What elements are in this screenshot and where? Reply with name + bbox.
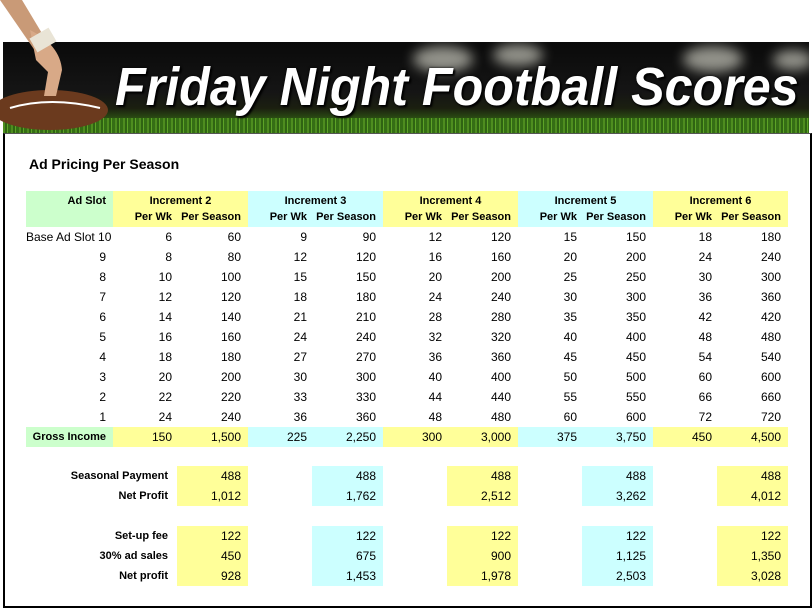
table-cell: 200: [490, 270, 511, 284]
table-cell: 400: [490, 370, 511, 384]
table-cell: 280: [490, 310, 511, 324]
ad-slot-label: 6: [99, 310, 106, 324]
table-cell: 240: [490, 290, 511, 304]
summary-cell: 3,262: [582, 486, 653, 506]
table-cell: 150: [355, 270, 376, 284]
summary-cell: 488: [447, 466, 518, 486]
summary-cell: 122: [582, 526, 653, 546]
ad-slot-label: 7: [99, 290, 106, 304]
table-cell: 20: [158, 370, 172, 384]
table-cell: 30: [698, 270, 712, 284]
summary-cell: 4,012: [717, 486, 788, 506]
banner-title: Friday Night Football Scores: [115, 57, 799, 117]
table-cell: 54: [698, 350, 712, 364]
table-cell: 22: [158, 390, 172, 404]
increment-header: Increment 5: [518, 191, 653, 211]
summary-cell: 1,762: [312, 486, 383, 506]
table-cell: 80: [227, 250, 241, 264]
gross-income-cell: 300: [383, 427, 449, 447]
table-cell: 14: [158, 310, 172, 324]
table-cell: 200: [220, 370, 241, 384]
table-cell: 20: [428, 270, 442, 284]
per-season-header: Per Season: [719, 207, 788, 227]
table-cell: 10: [158, 270, 172, 284]
table-cell: 40: [428, 370, 442, 384]
table-cell: 600: [625, 410, 646, 424]
gross-income-cell: 450: [653, 427, 719, 447]
per-wk-header: Per Wk: [518, 207, 584, 227]
per-wk-header: Per Wk: [248, 207, 314, 227]
table-cell: 12: [428, 230, 442, 244]
table-cell: 9: [300, 230, 307, 244]
table-cell: 350: [625, 310, 646, 324]
table-cell: 500: [625, 370, 646, 384]
summary-cell: 3,028: [717, 566, 788, 586]
per-season-header: Per Season: [179, 207, 248, 227]
table-cell: 20: [563, 250, 577, 264]
ad-slot-label: 8: [99, 270, 106, 284]
table-cell: 60: [698, 370, 712, 384]
table-cell: 300: [355, 370, 376, 384]
table-cell: 16: [428, 250, 442, 264]
summary-cell: 488: [582, 466, 653, 486]
table-cell: 140: [220, 310, 241, 324]
summary-label: Net profit: [119, 570, 168, 582]
table-cell: 600: [760, 370, 781, 384]
table-cell: 660: [760, 390, 781, 404]
table-cell: 100: [220, 270, 241, 284]
summary-cell: 488: [177, 466, 248, 486]
summary-cell: 122: [447, 526, 518, 546]
table-cell: 120: [220, 290, 241, 304]
gross-income-cell: 375: [518, 427, 584, 447]
per-season-header: Per Season: [449, 207, 518, 227]
table-cell: 180: [760, 230, 781, 244]
ad-slot-label: Base Ad Slot 10: [26, 230, 112, 244]
header-ad-slot: Ad Slot: [26, 191, 113, 211]
table-cell: 48: [428, 410, 442, 424]
table-cell: 450: [625, 350, 646, 364]
per-wk-header: Per Wk: [653, 207, 719, 227]
table-cell: 35: [563, 310, 577, 324]
header-ad-slot-fill: [26, 207, 113, 227]
per-wk-header: Per Wk: [383, 207, 449, 227]
table-cell: 12: [158, 290, 172, 304]
per-season-header: Per Season: [314, 207, 383, 227]
ad-slot-label: 1: [99, 410, 106, 424]
summary-label: Net Profit: [118, 490, 168, 502]
table-cell: 550: [625, 390, 646, 404]
table-cell: 27: [293, 350, 307, 364]
gross-income-cell: 1,500: [179, 427, 248, 447]
gross-income-label: Gross Income: [26, 427, 113, 447]
gross-income-cell: 3,000: [449, 427, 518, 447]
table-cell: 220: [220, 390, 241, 404]
gross-income-cell: 2,250: [314, 427, 383, 447]
table-cell: 66: [698, 390, 712, 404]
table-cell: 270: [355, 350, 376, 364]
table-cell: 400: [625, 330, 646, 344]
summary-cell: 122: [717, 526, 788, 546]
summary-cell: 2,503: [582, 566, 653, 586]
ad-slot-label: 9: [99, 250, 106, 264]
ad-slot-label: 5: [99, 330, 106, 344]
summary-cell: 488: [717, 466, 788, 486]
table-cell: 40: [563, 330, 577, 344]
table-cell: 440: [490, 390, 511, 404]
per-season-header: Per Season: [584, 207, 653, 227]
ad-slot-label: 4: [99, 350, 106, 364]
table-cell: 33: [293, 390, 307, 404]
table-cell: 200: [625, 250, 646, 264]
table-cell: 8: [165, 250, 172, 264]
summary-cell: 1,350: [717, 546, 788, 566]
gross-income-cell: 4,500: [719, 427, 788, 447]
gross-income-cell: 150: [113, 427, 179, 447]
table-cell: 180: [220, 350, 241, 364]
table-cell: 16: [158, 330, 172, 344]
table-cell: 24: [158, 410, 172, 424]
summary-cell: 900: [447, 546, 518, 566]
table-cell: 480: [760, 330, 781, 344]
table-cell: 15: [293, 270, 307, 284]
increment-header: Increment 4: [383, 191, 518, 211]
football-hand-icon: [0, 0, 120, 134]
table-cell: 90: [362, 230, 376, 244]
table-cell: 720: [760, 410, 781, 424]
gross-income-cell: 225: [248, 427, 314, 447]
table-cell: 240: [220, 410, 241, 424]
table-cell: 360: [355, 410, 376, 424]
table-cell: 72: [698, 410, 712, 424]
summary-label: Set-up fee: [114, 530, 168, 542]
table-cell: 24: [698, 250, 712, 264]
table-cell: 24: [293, 330, 307, 344]
table-cell: 12: [293, 250, 307, 264]
table-cell: 32: [428, 330, 442, 344]
table-cell: 55: [563, 390, 577, 404]
table-cell: 36: [428, 350, 442, 364]
table-cell: 18: [293, 290, 307, 304]
table-cell: 210: [355, 310, 376, 324]
table-cell: 60: [563, 410, 577, 424]
summary-cell: 450: [177, 546, 248, 566]
summary-label: Seasonal Payment: [70, 470, 168, 482]
sheet-heading: Ad Pricing Per Season: [29, 156, 180, 172]
summary-label: 30% ad sales: [99, 550, 168, 562]
table-cell: 360: [760, 290, 781, 304]
increment-header: Increment 3: [248, 191, 383, 211]
table-cell: 120: [355, 250, 376, 264]
table-cell: 24: [428, 290, 442, 304]
table-cell: 6: [165, 230, 172, 244]
table-cell: 320: [490, 330, 511, 344]
summary-cell: 1,453: [312, 566, 383, 586]
table-cell: 240: [355, 330, 376, 344]
banner: [3, 42, 809, 134]
table-cell: 300: [760, 270, 781, 284]
summary-cell: 928: [177, 566, 248, 586]
table-cell: 60: [227, 230, 241, 244]
table-cell: 36: [293, 410, 307, 424]
table-cell: 21: [293, 310, 307, 324]
table-cell: 240: [760, 250, 781, 264]
gross-income-cell: 3,750: [584, 427, 653, 447]
summary-cell: 1,978: [447, 566, 518, 586]
table-cell: 160: [220, 330, 241, 344]
table-cell: 330: [355, 390, 376, 404]
per-wk-header: Per Wk: [113, 207, 179, 227]
increment-header: Increment 6: [653, 191, 788, 211]
ad-slot-label: 3: [99, 370, 106, 384]
increment-header: Increment 2: [113, 191, 248, 211]
table-cell: 420: [760, 310, 781, 324]
summary-cell: 675: [312, 546, 383, 566]
table-cell: 30: [293, 370, 307, 384]
table-cell: 150: [625, 230, 646, 244]
table-cell: 480: [490, 410, 511, 424]
table-cell: 18: [698, 230, 712, 244]
table-cell: 36: [698, 290, 712, 304]
table-cell: 360: [490, 350, 511, 364]
table-cell: 300: [625, 290, 646, 304]
table-cell: 250: [625, 270, 646, 284]
table-cell: 120: [490, 230, 511, 244]
table-cell: 540: [760, 350, 781, 364]
table-cell: 180: [355, 290, 376, 304]
table-cell: 30: [563, 290, 577, 304]
table-cell: 18: [158, 350, 172, 364]
summary-cell: 488: [312, 466, 383, 486]
summary-cell: 122: [312, 526, 383, 546]
table-cell: 42: [698, 310, 712, 324]
table-cell: 48: [698, 330, 712, 344]
table-cell: 28: [428, 310, 442, 324]
table-cell: 15: [563, 230, 577, 244]
summary-cell: 1,012: [177, 486, 248, 506]
summary-cell: 2,512: [447, 486, 518, 506]
summary-cell: 122: [177, 526, 248, 546]
ad-slot-label: 2: [99, 390, 106, 404]
table-cell: 45: [563, 350, 577, 364]
summary-cell: 1,125: [582, 546, 653, 566]
table-cell: 160: [490, 250, 511, 264]
table-cell: 50: [563, 370, 577, 384]
table-cell: 25: [563, 270, 577, 284]
table-cell: 44: [428, 390, 442, 404]
